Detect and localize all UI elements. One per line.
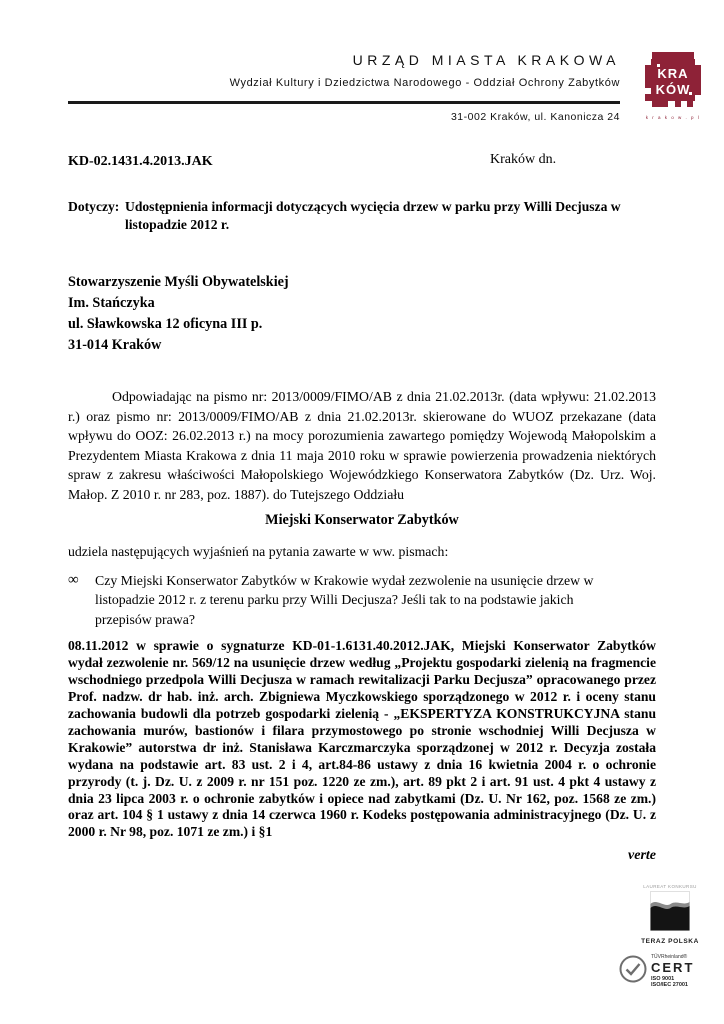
teraz-polska-label: TERAZ POLSKA bbox=[641, 938, 699, 945]
teraz-polska-mark bbox=[640, 884, 700, 945]
question-text: Czy Miejski Konserwator Zabytków w Krakowie wydał zezwolenie na usunięcie drzew w listopadzie 2012 r. z terenu parku przy Willi Decjusza? Jeśli tak to na podstawie jakich przepisów prawa? bbox=[95, 572, 594, 627]
authority-heading: Miejski Konserwator Zabytków bbox=[265, 511, 459, 528]
recipient-line: Stowarzyszenie Myśli Obywatelskiej bbox=[68, 274, 289, 290]
intro-line: udziela następujących wyjaśnień na pytania zawarte w ww. pismach: bbox=[68, 543, 449, 559]
organization-name: URZĄD MIASTA KRAKOWA bbox=[352, 52, 620, 68]
logo-text-line2: KÓW bbox=[655, 82, 691, 97]
letter-content bbox=[68, 152, 656, 864]
cert-text-block bbox=[651, 955, 694, 988]
krakow-logo bbox=[644, 52, 702, 120]
reference-row bbox=[68, 152, 656, 170]
logo-url-text: k r a k o w . p l bbox=[645, 115, 701, 120]
recipient-line: Im. Stańczyka bbox=[68, 295, 155, 311]
teraz-polska-top-text: LAUREAT KONKURSU bbox=[643, 884, 697, 889]
cert-mark bbox=[618, 954, 710, 989]
answer-paragraph: 08.11.2012 w sprawie o sygnaturze KD-01-1.6131.40.2012.JAK, Miejski Konserwator Zabytków wydał zezwolenie nr. 569/12 na usunięcie drzew według „Projektu gospodarki zielenią na fragmencie wschodniego przedpola Willi Decjusza w ramach rewitalizacji Parku Decjusza” opracowanego przez Prof. nadzw. dr hab. inż. arch. Zbigniewa Myczkowskiego sporządzonego w 2012 r. i oceny stanu zachowania budowli dla potrzeb gospodarki zielenią - „EKSPERTYZA KONSTRUKCYJNA stanu zachowania murów, bastionów i filara przymostowego po stronie wschodniej Willi Decjusza w Krakowie” autorstwa dr inż. Stanisława Karczmarczyka sporządzonej w 2012 r. Decyzja została wydana na podstawie art. 83 ust. 2 i 4, art.84-86 ustawy z dnia 16 kwietnia 2004 r. o ochronie przyrody (t. j. Dz. U. z 2009 r. nr 151 poz. 1220 ze zm.), art. 89 pkt 2 i art. 91 ust. 4 pkt 4 ustawy z dnia 23 lipca 2003 r. o ochronie zabytków i opiece nad zabytkami (Dz. U. Nr 162, poz. 1568 ze zm.) oraz art. 104 § 1 ustawy z dnia 14 czerwca 1960 r. Kodeks postępowania administracyjnego (Dz. U. z 2000 r. Nr 98, poz. 1071 ze zm.) i §1 bbox=[68, 638, 656, 840]
bullet-icon: ∞ bbox=[68, 571, 79, 588]
cert-brand: TÜVRheinland® bbox=[651, 953, 688, 960]
letterhead bbox=[230, 52, 620, 89]
header-divider bbox=[68, 101, 620, 104]
krakow-pixel-logo-icon bbox=[645, 66, 701, 112]
recipient-block bbox=[68, 272, 656, 356]
recipient-line: 31-014 Kraków bbox=[68, 337, 162, 353]
subject-block bbox=[68, 198, 656, 233]
cert-circle-icon bbox=[618, 954, 648, 989]
recipient-line: ul. Sławkowska 12 oficyna III p. bbox=[68, 316, 263, 332]
cert-iso-2: ISO/IEC 27001 bbox=[651, 981, 688, 988]
office-address: 31-002 Kraków, ul. Kanonicza 24 bbox=[450, 111, 620, 123]
verte-note: verte bbox=[628, 848, 656, 864]
cert-name: CERT bbox=[651, 959, 695, 975]
opening-paragraph: Odpowiadając na pismo nr: 2013/0009/FIMO/AB z dnia 21.02.2013r. (data wpływu: 21.02.2013 r.) oraz pismo nr: 2013/0009/FIMO/AB z dnia 21.02.2013r. skierowane do WUOZ przekazane (data wpływu do OOZ: 26.02.2013 r.) na mocy porozumienia zawartego pomiędzy Wojewodą Małopolskim a Prezydentem Miasta Krakowa z dnia 11 maja 2010 roku w sprawie powierzenia prowadzenia niektórych spraw z zakresu właściwości Małopolskiego Wojewódzkiego Konserwatora Zabytków (Dz. Urz. Woj. Małop. Z 2010 r. nr 283, poz. 1887). do Tutejszego Oddziału bbox=[68, 389, 656, 502]
question-item bbox=[68, 571, 656, 630]
subject-text: Udostępnienia informacji dotyczących wycięcia drzew w parku przy Willi Decjusza w listopadzie 2012 r. bbox=[125, 199, 621, 232]
teraz-polska-flag-icon bbox=[650, 918, 690, 935]
case-number: KD-02.1431.4.2013.JAK bbox=[68, 154, 213, 169]
department-name: Wydział Kultury i Dziedzictwa Narodowego - Oddział Ochrony Zabytków bbox=[229, 77, 620, 89]
logo-text-line1: KRA bbox=[657, 66, 689, 81]
place-and-date: Kraków dn. bbox=[490, 152, 557, 167]
subject-label: Dotyczy: bbox=[68, 199, 120, 214]
cert-iso-1: ISO 9001 bbox=[651, 975, 675, 982]
